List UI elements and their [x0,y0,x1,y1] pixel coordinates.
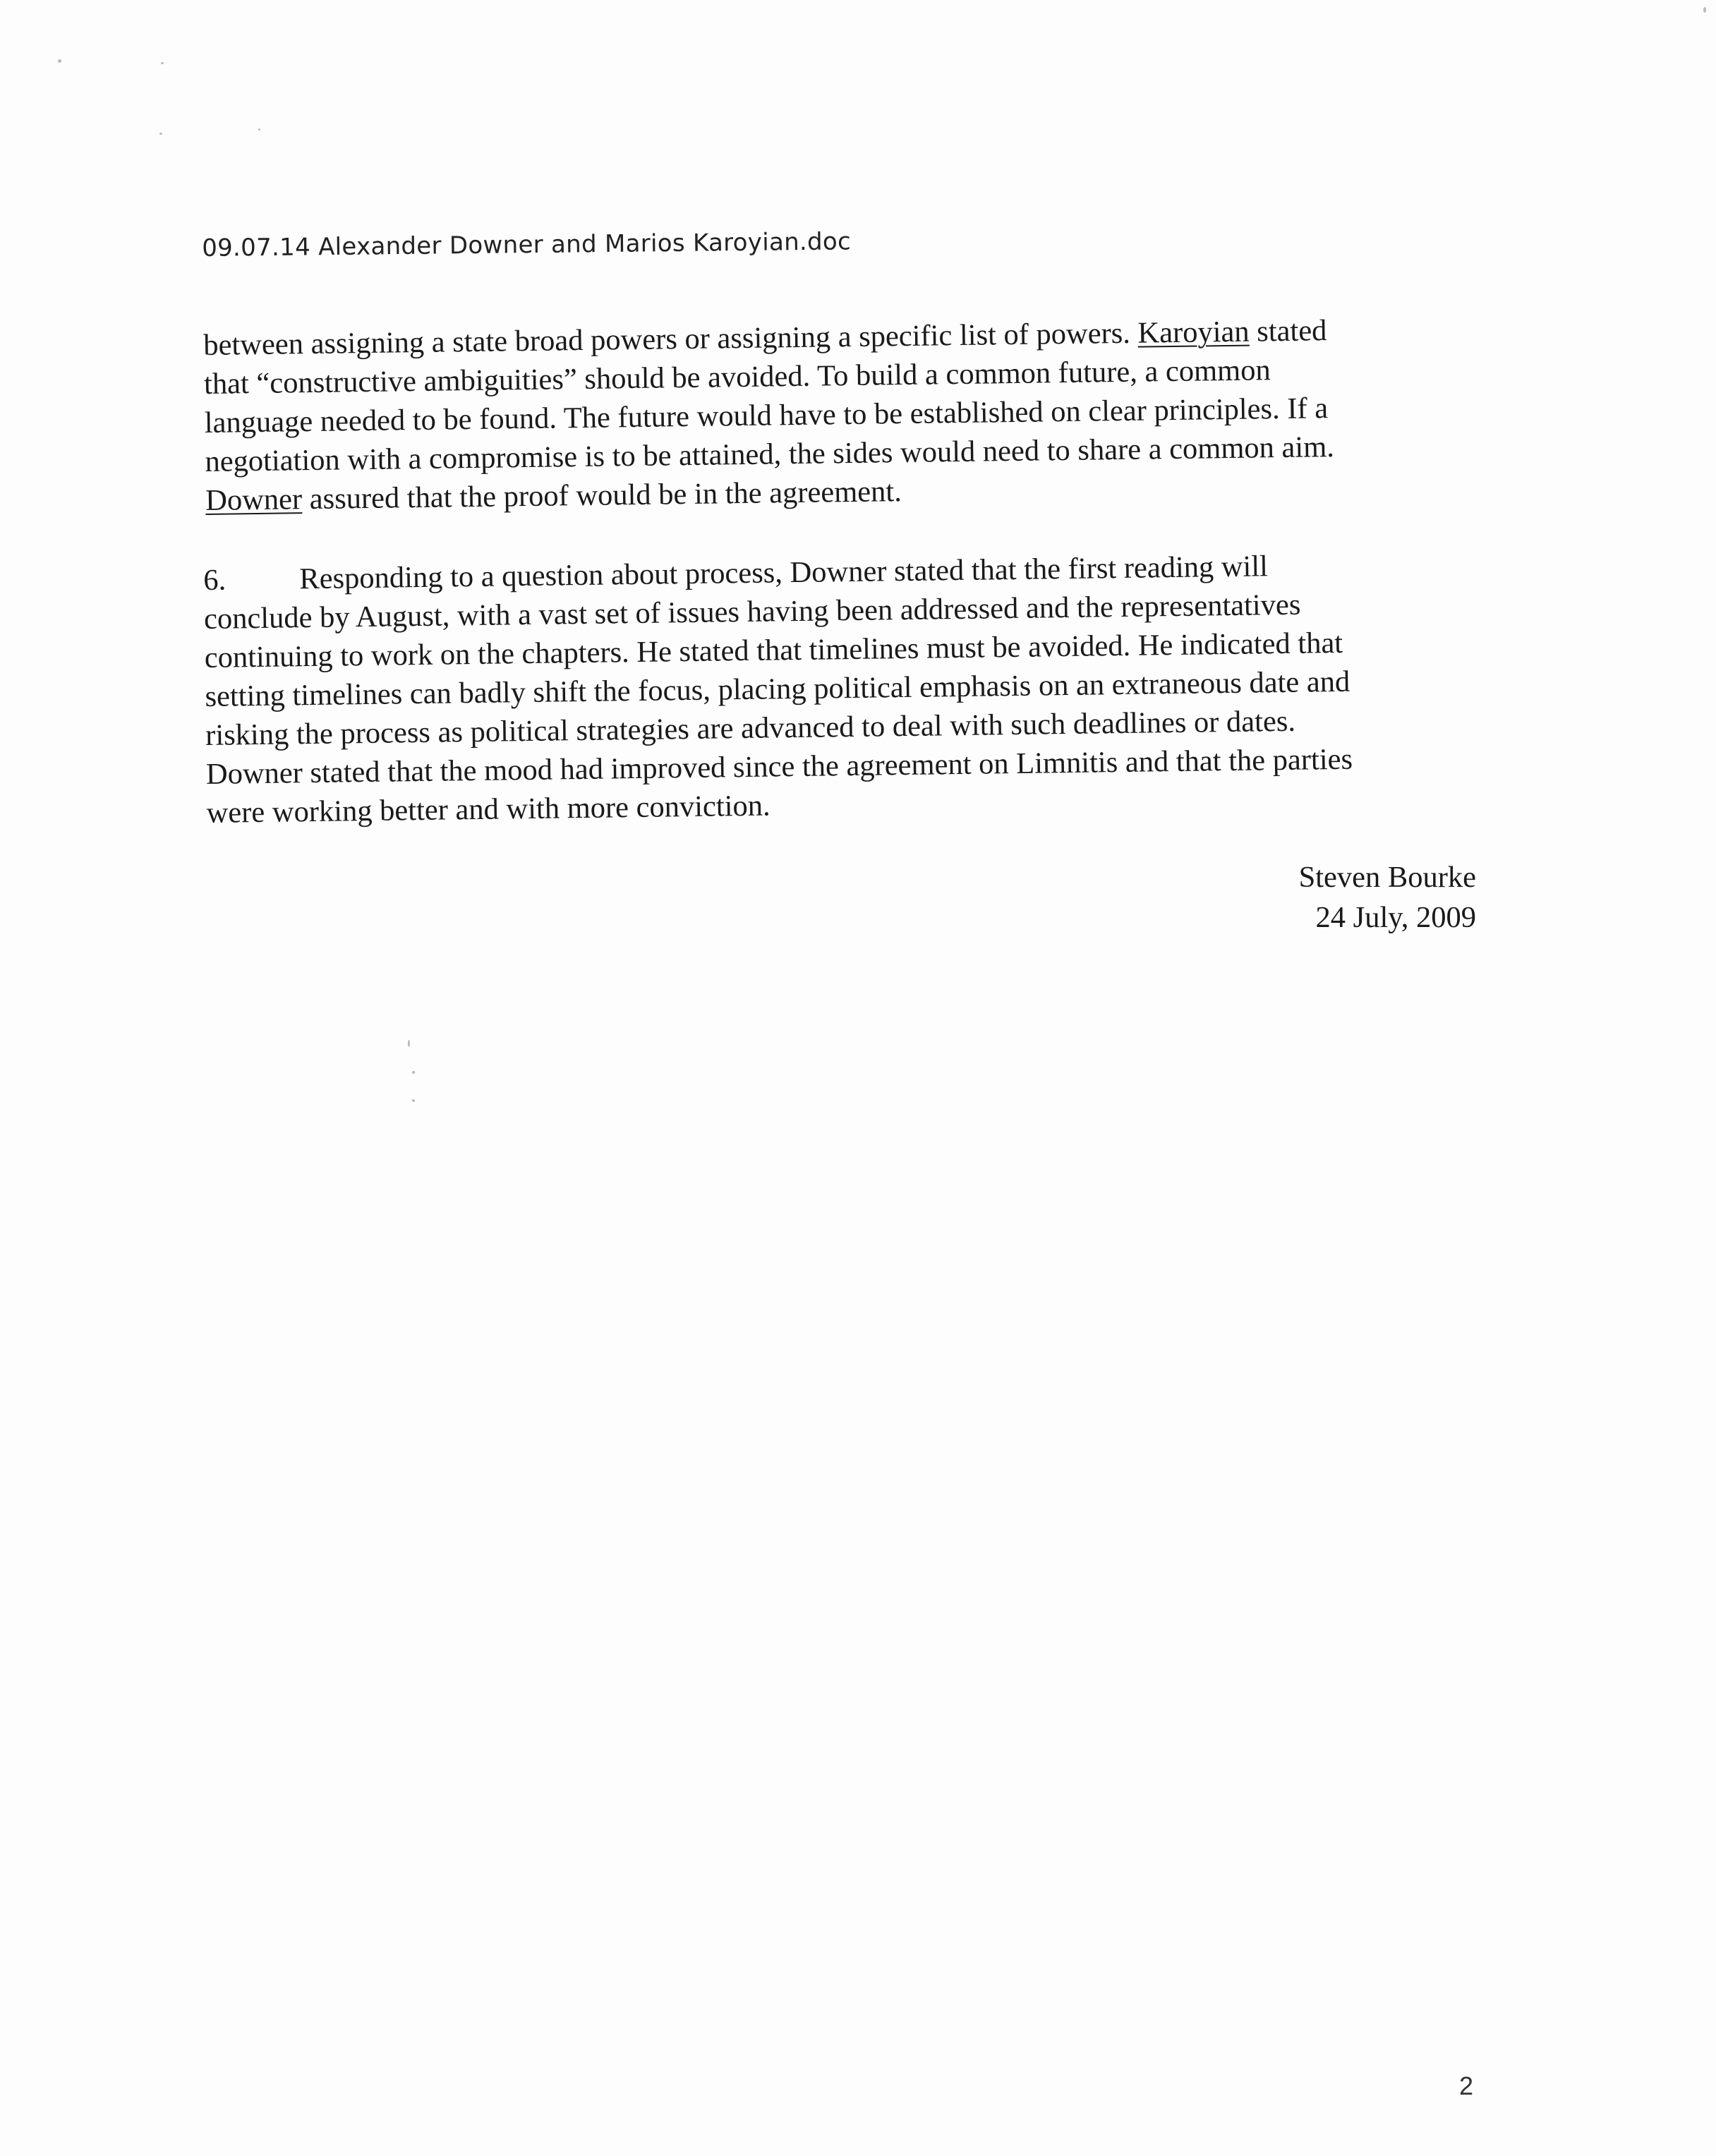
paragraph-line: 6. Responding to a question about process, Downer stated that the first reading will [203,545,1460,600]
paragraph-line: Downer stated that the mood had improved since the agreement on Limnitis and that the parties [205,742,1353,791]
scan-speck [161,62,164,64]
scan-speck [412,1099,415,1102]
paragraph-continuation [203,310,1461,520]
paragraph-6 [203,545,1463,832]
paragraph-number: 6. [203,563,226,597]
document-filename-header: 09.07.14 Alexander Downer and Marios Karoyian.doc [202,227,852,262]
signature-date: 24 July, 2009 [1315,901,1476,934]
paragraph-line: negotiation with a compromise is to be attained, the sides would need to share a common aim. [205,430,1335,478]
paragraph-line: conclude by August, with a vast set of issues having been addressed and the representatives [203,588,1301,636]
scan-speck [159,133,162,135]
paragraph-line: language needed to be found. The future would have to be established on clear principles. If a [204,392,1329,440]
paragraph-line: continuing to work on the chapters. He stated that timelines must be avoided. He indicated that [204,626,1343,674]
paragraph-line: were working better and with more conviction. [206,789,771,830]
scan-speck [258,128,260,131]
scan-speck [1703,7,1706,13]
scan-speck [58,59,61,63]
paragraph-line: risking the process as political strategies are advanced to deal with such deadlines or dates. [205,704,1296,752]
signature-name: Steven Bourke [1298,861,1476,894]
signature-block [1299,857,1476,938]
speaker-name-downer: Downer [205,483,303,517]
paragraph-line: between assigning a state broad powers or assigning a specific list of powers. Karoyian stated [203,314,1327,362]
scan-speck [412,1071,415,1074]
paragraph-line: setting timelines can badly shift the focus, placing political emphasis on an extraneous date and [205,665,1351,713]
paragraph-line: Downer assured that the proof would be in the agreement. [205,475,902,517]
scan-speck [408,1040,410,1047]
speaker-name-karoyian: Karoyian [1137,315,1250,350]
paragraph-line: that “constructive ambiguities” should be avoided. To build a common future, a common [203,353,1271,401]
page-number: 2 [1459,2071,1474,2100]
